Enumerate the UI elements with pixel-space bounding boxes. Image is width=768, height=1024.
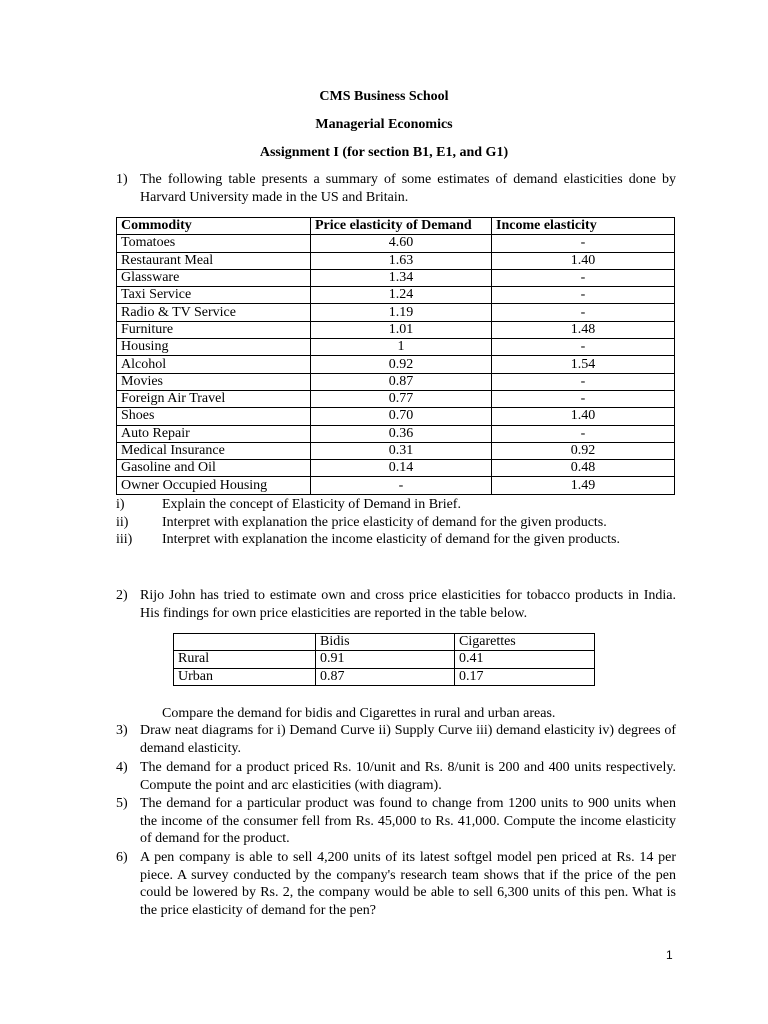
question-3 (116, 722, 676, 757)
table-row (117, 339, 675, 356)
table-row (174, 668, 595, 685)
column-header: Price elasticity of Demand (311, 218, 492, 235)
question-number: 6) (116, 850, 128, 865)
question-number: 4) (116, 760, 128, 775)
table-cell: 1.40 (492, 252, 675, 269)
sub-question-number: i) (116, 497, 125, 512)
table-cell: Gasoline and Oil (117, 460, 311, 477)
column-header (174, 634, 316, 651)
table-cell: 4.60 (311, 235, 492, 252)
question-number: 1) (116, 172, 128, 187)
table-cell: - (311, 477, 492, 494)
table-cell: 0.92 (311, 356, 492, 373)
table-cell: 1.24 (311, 287, 492, 304)
table-cell: 1.48 (492, 321, 675, 338)
assignment-title: Assignment I (for section B1, E1, and G1) (259, 145, 509, 160)
table-cell: Movies (117, 373, 311, 390)
table-row (117, 390, 675, 407)
column-header: Income elasticity (492, 218, 675, 235)
question-text: The following table presents a summary of some estimates of demand elasticities done by Harvard University made in the US and Britain. (140, 172, 676, 205)
sub-question-text: Interpret with explanation the income elasticity of demand for the given products. (162, 532, 620, 547)
sub-question-number: ii) (116, 515, 129, 530)
table-cell: Medical Insurance (117, 442, 311, 459)
table-cell: Taxi Service (117, 287, 311, 304)
table-cell: 0.36 (311, 425, 492, 442)
table-cell: 0.91 (316, 651, 455, 668)
question-2-followup: Compare the demand for bidis and Cigarettes in rural and urban areas. (162, 706, 556, 721)
table-cell: Shoes (117, 408, 311, 425)
table-header-row (174, 634, 595, 651)
table-cell: 0.87 (316, 668, 455, 685)
table-cell: 1.01 (311, 321, 492, 338)
sub-question-text: Explain the concept of Elasticity of Demand in Brief. (162, 497, 461, 512)
table-cell: 1.19 (311, 304, 492, 321)
table-row (117, 321, 675, 338)
question-6 (116, 849, 676, 919)
table-cell: 0.87 (311, 373, 492, 390)
table-row (117, 356, 675, 373)
table-cell: 0.70 (311, 408, 492, 425)
column-header: Cigarettes (455, 634, 595, 651)
tobacco-elasticity-table (173, 633, 595, 686)
table-cell: Housing (117, 339, 311, 356)
table-row (117, 269, 675, 286)
table-cell: 1 (311, 339, 492, 356)
table-row (174, 651, 595, 668)
table-cell: 0.77 (311, 390, 492, 407)
table-row (117, 304, 675, 321)
table-cell: Rural (174, 651, 316, 668)
table-row (117, 425, 675, 442)
table-cell: 0.92 (492, 442, 675, 459)
table-cell: Furniture (117, 321, 311, 338)
table-cell: 0.17 (455, 668, 595, 685)
table-cell: Alcohol (117, 356, 311, 373)
question-number: 2) (116, 588, 128, 603)
question-text: A pen company is able to sell 4,200 units of its latest softgel model pen priced at Rs. 14 per piece. A survey conducted by the company's research team shows that if the price of the pen could be lowered by Rs. 2, the company would be able to sell 6,300 units of this pen. What is the price elasticity of demand for the pen? (140, 850, 676, 918)
question-4 (116, 759, 676, 794)
table-header-row (117, 218, 675, 235)
table-cell: 0.31 (311, 442, 492, 459)
table-cell: - (492, 304, 675, 321)
table-cell: 1.49 (492, 477, 675, 494)
table-cell: - (492, 339, 675, 356)
table-cell: - (492, 425, 675, 442)
table-cell: Glassware (117, 269, 311, 286)
table-row (117, 373, 675, 390)
table-row (117, 408, 675, 425)
table-row (117, 252, 675, 269)
table-cell: Foreign Air Travel (117, 390, 311, 407)
table-cell: Tomatoes (117, 235, 311, 252)
table-cell: 1.40 (492, 408, 675, 425)
school-title: CMS Business School (319, 89, 449, 104)
table-cell: - (492, 235, 675, 252)
table-row (117, 477, 675, 494)
question-text: Draw neat diagrams for i) Demand Curve ii) Supply Curve iii) demand elasticity iv) degrees of demand elasticity. (140, 723, 676, 756)
table-cell: Owner Occupied Housing (117, 477, 311, 494)
question-2 (116, 587, 676, 622)
table-cell: - (492, 287, 675, 304)
elasticity-table (116, 217, 675, 495)
page-number: 1 (666, 948, 673, 962)
table-cell: - (492, 269, 675, 286)
table-cell: 1.63 (311, 252, 492, 269)
table-row (117, 235, 675, 252)
question-text: Rijo John has tried to estimate own and cross price elasticities for tobacco products in India. His findings for own price elasticities are reported in the table below. (140, 588, 676, 621)
table-cell: Radio & TV Service (117, 304, 311, 321)
sub-question-text: Interpret with explanation the price elasticity of demand for the given products. (162, 515, 607, 530)
table-row (117, 287, 675, 304)
table-cell: 1.34 (311, 269, 492, 286)
table-row (117, 442, 675, 459)
question-1 (116, 171, 676, 206)
table-cell: 0.41 (455, 651, 595, 668)
question-5 (116, 795, 676, 848)
table-cell: Urban (174, 668, 316, 685)
question-text: The demand for a particular product was found to change from 1200 units to 900 units when the income of the consumer fell from Rs. 45,000 to Rs. 41,000. Compute the income elasticity of demand for the product. (140, 796, 676, 846)
table-cell: 0.14 (311, 460, 492, 477)
table-cell: - (492, 373, 675, 390)
question-number: 3) (116, 723, 128, 738)
question-number: 5) (116, 796, 128, 811)
table-cell: - (492, 390, 675, 407)
sub-question-number: iii) (116, 532, 133, 547)
table-cell: 0.48 (492, 460, 675, 477)
table-cell: Restaurant Meal (117, 252, 311, 269)
column-header: Bidis (316, 634, 455, 651)
course-title: Managerial Economics (315, 117, 453, 132)
column-header: Commodity (117, 218, 311, 235)
table-cell: Auto Repair (117, 425, 311, 442)
question-text: The demand for a product priced Rs. 10/unit and Rs. 8/unit is 200 and 400 units respectively. Compute the point and arc elasticities (with diagram). (140, 760, 676, 793)
table-cell: 1.54 (492, 356, 675, 373)
table-row (117, 460, 675, 477)
